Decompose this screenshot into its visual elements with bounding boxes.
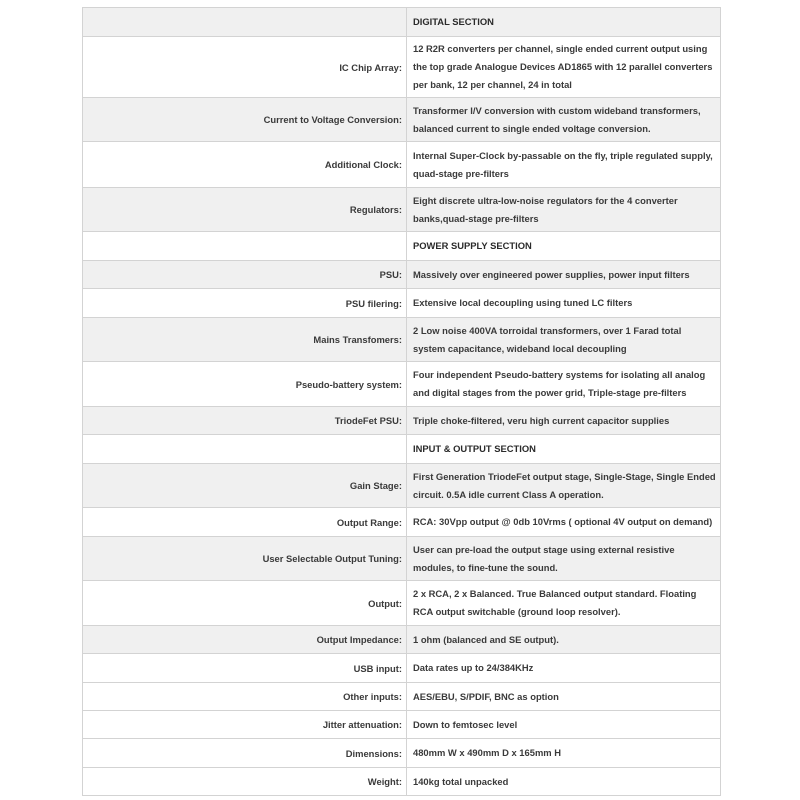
spec-row	[83, 739, 721, 768]
spec-table	[82, 7, 721, 796]
spec-value: Internal Super-Clock by-passable on the fly, triple regulated supply, quad-stage pre-filters	[407, 142, 721, 188]
spec-value: Eight discrete ultra-low-noise regulators for the 4 converter banks,quad-stage pre-filters	[407, 188, 721, 232]
spec-row	[83, 289, 721, 318]
spec-value: 12 R2R converters per channel, single ended current output using the top grade Analogue Devices AD1865 with 12 parallel converters per bank, 12 per channel, 24 in total	[407, 37, 721, 98]
spec-value: 480mm W x 490mm D x 165mm H	[407, 739, 721, 768]
spec-label: Mains Transfomers:	[83, 318, 407, 362]
spec-row	[83, 362, 721, 407]
spec-row	[83, 711, 721, 739]
spec-value: 140kg total unpacked	[407, 768, 721, 796]
spec-row	[83, 683, 721, 711]
spec-value: AES/EBU, S/PDIF, BNC as option	[407, 683, 721, 711]
spec-label: Other inputs:	[83, 683, 407, 711]
spec-value: Extensive local decoupling using tuned LC filters	[407, 289, 721, 318]
spec-value: Massively over engineered power supplies, power input filters	[407, 261, 721, 289]
spec-value: 1 ohm (balanced and SE output).	[407, 626, 721, 654]
spec-value: Triple choke-filtered, veru high current capacitor supplies	[407, 407, 721, 435]
section-header-row	[83, 435, 721, 464]
spec-label: Additional Clock:	[83, 142, 407, 188]
spec-label	[83, 435, 407, 464]
spec-label: TriodeFet PSU:	[83, 407, 407, 435]
spec-label	[83, 8, 407, 37]
spec-label: Weight:	[83, 768, 407, 796]
spec-row	[83, 188, 721, 232]
spec-row	[83, 407, 721, 435]
spec-value: Four independent Pseudo-battery systems for isolating all analog and digital stages from the power grid, Triple-stage pre-filters	[407, 362, 721, 407]
spec-value: First Generation TriodeFet output stage, Single-Stage, Single Ended circuit. 0.5A idle current Class A operation.	[407, 464, 721, 508]
spec-row	[83, 581, 721, 626]
spec-label: Gain Stage:	[83, 464, 407, 508]
spec-label: Dimensions:	[83, 739, 407, 768]
section-title: POWER SUPPLY SECTION	[407, 232, 721, 261]
section-header-row	[83, 8, 721, 37]
section-title: DIGITAL SECTION	[407, 8, 721, 37]
spec-label	[83, 232, 407, 261]
spec-label: Jitter attenuation:	[83, 711, 407, 739]
spec-label: IC Chip Array:	[83, 37, 407, 98]
spec-row	[83, 318, 721, 362]
spec-label: PSU filering:	[83, 289, 407, 318]
spec-label: Current to Voltage Conversion:	[83, 98, 407, 142]
spec-row	[83, 98, 721, 142]
spec-value: Transformer I/V conversion with custom wideband transformers, balanced current to single ended voltage conversion.	[407, 98, 721, 142]
spec-label: User Selectable Output Tuning:	[83, 537, 407, 581]
spec-row	[83, 654, 721, 683]
spec-value: Data rates up to 24/384KHz	[407, 654, 721, 683]
spec-row	[83, 37, 721, 98]
spec-label: Output Range:	[83, 508, 407, 537]
spec-row	[83, 768, 721, 796]
spec-row	[83, 142, 721, 188]
spec-value: RCA: 30Vpp output @ 0db 10Vrms ( optional 4V output on demand)	[407, 508, 721, 537]
spec-row	[83, 261, 721, 289]
spec-value: 2 x RCA, 2 x Balanced. True Balanced output standard. Floating RCA output switchable (ground loop resolver).	[407, 581, 721, 626]
spec-label: Regulators:	[83, 188, 407, 232]
section-header-row	[83, 232, 721, 261]
spec-label: Output Impedance:	[83, 626, 407, 654]
section-title: INPUT & OUTPUT SECTION	[407, 435, 721, 464]
spec-row	[83, 537, 721, 581]
spec-label: USB input:	[83, 654, 407, 683]
spec-row	[83, 626, 721, 654]
spec-row	[83, 464, 721, 508]
spec-value: User can pre-load the output stage using external resistive modules, to fine-tune the sound.	[407, 537, 721, 581]
spec-value: Down to femtosec level	[407, 711, 721, 739]
spec-label: PSU:	[83, 261, 407, 289]
spec-value: 2 Low noise 400VA torroidal transformers, over 1 Farad total system capacitance, wideband local decoupling	[407, 318, 721, 362]
spec-label: Output:	[83, 581, 407, 626]
spec-label: Pseudo-battery system:	[83, 362, 407, 407]
spec-row	[83, 508, 721, 537]
